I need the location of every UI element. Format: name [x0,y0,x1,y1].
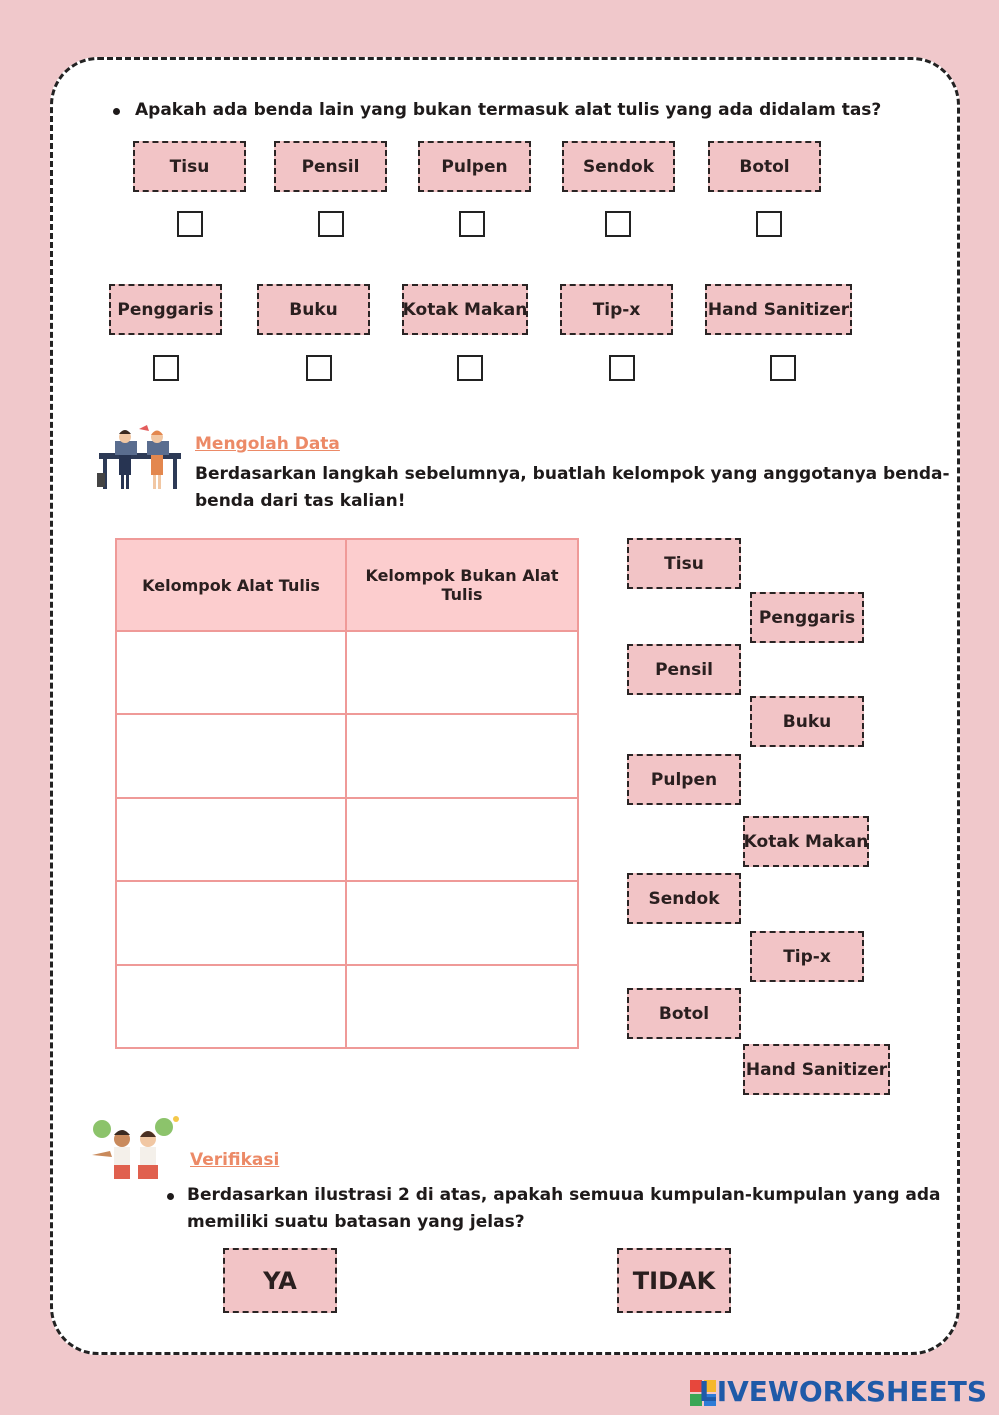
drag-penggaris[interactable]: Penggaris [750,592,864,643]
checkbox-penggaris[interactable] [153,355,179,381]
table-header-row [116,539,578,631]
option-tisu[interactable]: Tisu [133,141,246,192]
verifikasi-question-line2: memiliki suatu batasan yang jelas? [187,1212,525,1232]
bullet [113,108,120,115]
option-tip-x[interactable]: Tip-x [560,284,673,335]
drag-hand-sanitizer[interactable]: Hand Sanitizer [743,1044,890,1095]
grouping-table [115,538,579,1049]
option-pulpen[interactable]: Pulpen [418,141,531,192]
checkbox-tip-x[interactable] [609,355,635,381]
checkbox-pensil[interactable] [318,211,344,237]
column-bukan-alat-tulis: Kelompok Bukan Alat Tulis [346,539,578,631]
children-illustration [82,1115,182,1185]
table-row [116,631,578,714]
drag-buku[interactable]: Buku [750,696,864,747]
mengolah-instruction-line2: benda dari tas kalian! [195,491,406,511]
option-botol[interactable]: Botol [708,141,821,192]
checkbox-kotak-makan[interactable] [457,355,483,381]
mengolah-data-title: Mengolah Data [195,434,340,454]
drop-cell[interactable] [116,631,346,714]
drop-cell[interactable] [116,965,346,1048]
column-alat-tulis: Kelompok Alat Tulis [116,539,346,631]
drop-cell[interactable] [346,881,578,964]
checkbox-botol[interactable] [756,211,782,237]
drag-sendok[interactable]: Sendok [627,873,741,924]
checkbox-pulpen[interactable] [459,211,485,237]
verifikasi-question-line1: Berdasarkan ilustrasi 2 di atas, apakah semuua kumpulan-kumpulan yang ada [187,1185,941,1205]
option-sendok[interactable]: Sendok [562,141,675,192]
question-1-text: Apakah ada benda lain yang bukan termasuk alat tulis yang ada didalam tas? [135,100,882,120]
drop-cell[interactable] [116,798,346,881]
bullet [167,1193,174,1200]
mengolah-instruction-line1: Berdasarkan langkah sebelumnya, buatlah kelompok yang anggotanya benda- [195,464,950,484]
checkbox-buku[interactable] [306,355,332,381]
drag-kotak-makan[interactable]: Kotak Makan [743,816,869,867]
drag-pensil[interactable]: Pensil [627,644,741,695]
table-row [116,881,578,964]
drop-cell[interactable] [346,798,578,881]
drop-cell[interactable] [116,881,346,964]
option-buku[interactable]: Buku [257,284,370,335]
drag-tip-x[interactable]: Tip-x [750,931,864,982]
table-row [116,965,578,1048]
answer-tidak-button[interactable]: TIDAK [617,1248,731,1313]
option-hand-sanitizer[interactable]: Hand Sanitizer [705,284,852,335]
table-row [116,714,578,797]
drag-botol[interactable]: Botol [627,988,741,1039]
drop-cell[interactable] [346,714,578,797]
students-desk-illustration [95,425,191,493]
answer-ya-button[interactable]: YA [223,1248,337,1313]
option-penggaris[interactable]: Penggaris [109,284,222,335]
drag-pulpen[interactable]: Pulpen [627,754,741,805]
checkbox-hand-sanitizer[interactable] [770,355,796,381]
table-row [116,798,578,881]
drop-cell[interactable] [346,631,578,714]
checkbox-tisu[interactable] [177,211,203,237]
drag-tisu[interactable]: Tisu [627,538,741,589]
verifikasi-title: Verifikasi [190,1150,280,1170]
option-kotak-makan[interactable]: Kotak Makan [402,284,528,335]
liveworksheets-watermark: LIVEWORKSHEETS [698,1375,987,1408]
drop-cell[interactable] [346,965,578,1048]
checkbox-sendok[interactable] [605,211,631,237]
drop-cell[interactable] [116,714,346,797]
option-pensil[interactable]: Pensil [274,141,387,192]
